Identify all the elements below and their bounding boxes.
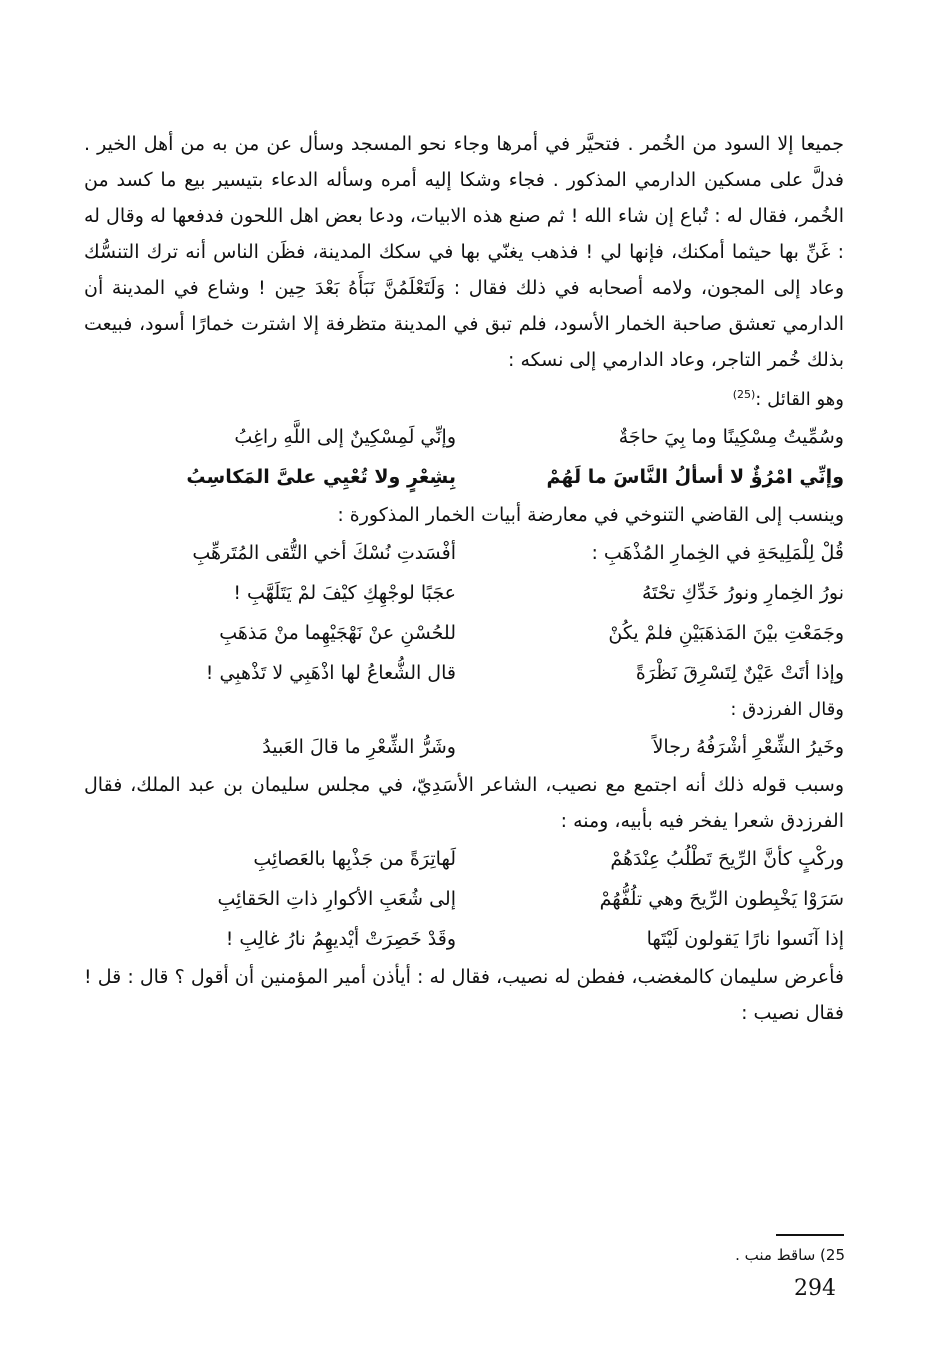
footnote-divider — [776, 1234, 844, 1236]
verse-farazdaq — [84, 727, 844, 767]
verse-second-hemistich: لَهاتِرَةً من جَذْبِها بالعَصائِبِ — [253, 848, 456, 870]
verse-line — [84, 879, 844, 919]
poem-tanukhi — [84, 533, 844, 693]
verse-line — [84, 457, 844, 497]
verse-line — [84, 653, 844, 693]
verse-first-hemistich: إذا آنَسوا نارًا يَقولون لَيْتَها — [646, 928, 844, 950]
verse-line — [84, 613, 844, 653]
footnote-ref: (25) — [732, 388, 756, 401]
paragraph-tanukhi: وينسب إلى القاضي التنوخي في معارضة أبيات الخمار المذكورة : — [337, 504, 844, 526]
verse-line — [84, 919, 844, 959]
verse-second-hemistich: بِشِعْرٍ ولا تُعْيِي علىَّ المَكاسِبُ — [186, 466, 456, 488]
paragraph-intro: جميعا إلا السود من الخُمر . فتحيَّر في أمرها وجاء نحو المسجد وسأل عن من به من أهل الخير . فدلَّ على مسكين الدارمي المذكور . فجاء وشكا إليه أمره وسأله الدعاء بتيسير بيع ما كسد من الخُمر، فقال له : تُباع إن شاء الله ! ثم صنع هذه الابيات، ودعا بعض اهل اللحون فدفعها له وقال له : غَنِّ بها حيثما أمكنك، فإنها لي ! فذهب يغنّي بها في سكك المدينة، فظَن الناس أنه ترك التنسُّك وعاد إلى المجون، ولامه أصحابه في ذلك فقال : وَلَتَعْلَمُنَّ نَبَأَهُ بَعْدَ حِين ! وشاع في المدينة أن الدارمي تعشق صاحبة الخمار الأسود، فلم تبق في المدينة متظرفة إلا اشترت خمارًا أسود، فبيعت بذلك خُمر التاجر، وعاد الدارمي إلى نسكه : — [84, 133, 844, 371]
verse-first-hemistich: نورُ الخِمارِ ونورُ خَدِّكِ تحْتَهُ — [641, 582, 844, 604]
verse-first-hemistich: وجَمَعْتِ بيْنَ المَذهَبَيْنِ فلمْ يكُنْ — [608, 622, 844, 644]
verse-second-hemistich: أفْسَدتِ نُسْكَ أخي التُّقى المُتَرهِّبِ — [192, 542, 456, 564]
verse-first-hemistich: قُلْ لِلْمَلِيحَةِ في الخِمارِ المُذْهَبِ : — [591, 542, 844, 564]
verse-second-hemistich: قال الشُّعاعُ لها اذْهَبِي لا تَذْهبِي ! — [205, 662, 456, 684]
paragraph-reason: وسبب قوله ذلك أنه اجتمع مع نصيب، الشاعر الأسَدِيّ، في مجلس سليمان بن عبد الملك، فقال الفرزدق شعرا يفخر فيه بأبيه، ومنه : — [84, 774, 844, 832]
verse-line — [84, 839, 844, 879]
footnote: 25) ساقط منب . — [735, 1246, 845, 1264]
verse-first-hemistich: وإنِّي امْرُؤٌ لا أسألُ النَّاسَ ما لَهُمْ — [546, 466, 844, 488]
verse-second-hemistich: للحُسْنِ عنْ نَهْجَيْهِما منْ مَذهَبِ — [219, 622, 456, 644]
verse-second-hemistich: وإنِّي لَمِسْكِينٌ إلى اللَّهِ راغِبُ — [234, 426, 456, 448]
verse-first-hemistich: وخَيرُ الشِّعْرِ أشْرَفُهُ رجالاً — [652, 736, 844, 758]
verse-line — [84, 573, 844, 613]
verse-second-hemistich: وشَرُّ الشِّعْرِ ما قالَ العَبيدُ — [262, 736, 456, 758]
verse-line — [84, 417, 844, 457]
verse-first-hemistich: وإذا أتَتْ عَيْنٌ لِتَسْرِقَ نَظْرَةً — [635, 662, 844, 684]
section-label-farazdaq: وقال الفرزدق : — [730, 699, 844, 720]
paragraph-sulayman: فأعرض سليمان كالمغضب، ففطن له نصيب، فقال له : أيأذن أمير المؤمنين أن أقول ؟ قال : قل ! فقال نصيب : — [84, 966, 844, 1024]
label-text: وهو القائل : — [755, 389, 844, 410]
poem-farazdaq — [84, 839, 844, 959]
page-number: 294 — [794, 1276, 836, 1301]
verse-line — [84, 533, 844, 573]
verse-first-hemistich: وسُمِّيتُ مِسْكِينًا وما بِيَ حاجَةٌ — [618, 426, 844, 448]
page-body — [84, 126, 844, 1031]
poem-miskin — [84, 417, 844, 497]
verse-first-hemistich: وركْبٍ كأنَّ الرِّيحَ تَطْلُبُ عِنْدَهُمْ — [610, 848, 844, 870]
verse-second-hemistich: عجَبًا لوجْهِكِ كيْفَ لمْ يَتَلَهَّبِ ! — [233, 582, 456, 604]
verse-first-hemistich: سَرَوْا يَخْبِطون الرِّيحَ وهي تلُفُّهُمْ — [599, 888, 844, 910]
verse-second-hemistich: وقَدْ خَصِرَتْ أيْديهِمُ نارُ غالِبِ ! — [225, 928, 456, 950]
section-label-qail — [84, 378, 844, 417]
verse-second-hemistich: إلى شُعَبِ الأكوارِ ذاتِ الحَقائِبِ — [217, 888, 456, 910]
